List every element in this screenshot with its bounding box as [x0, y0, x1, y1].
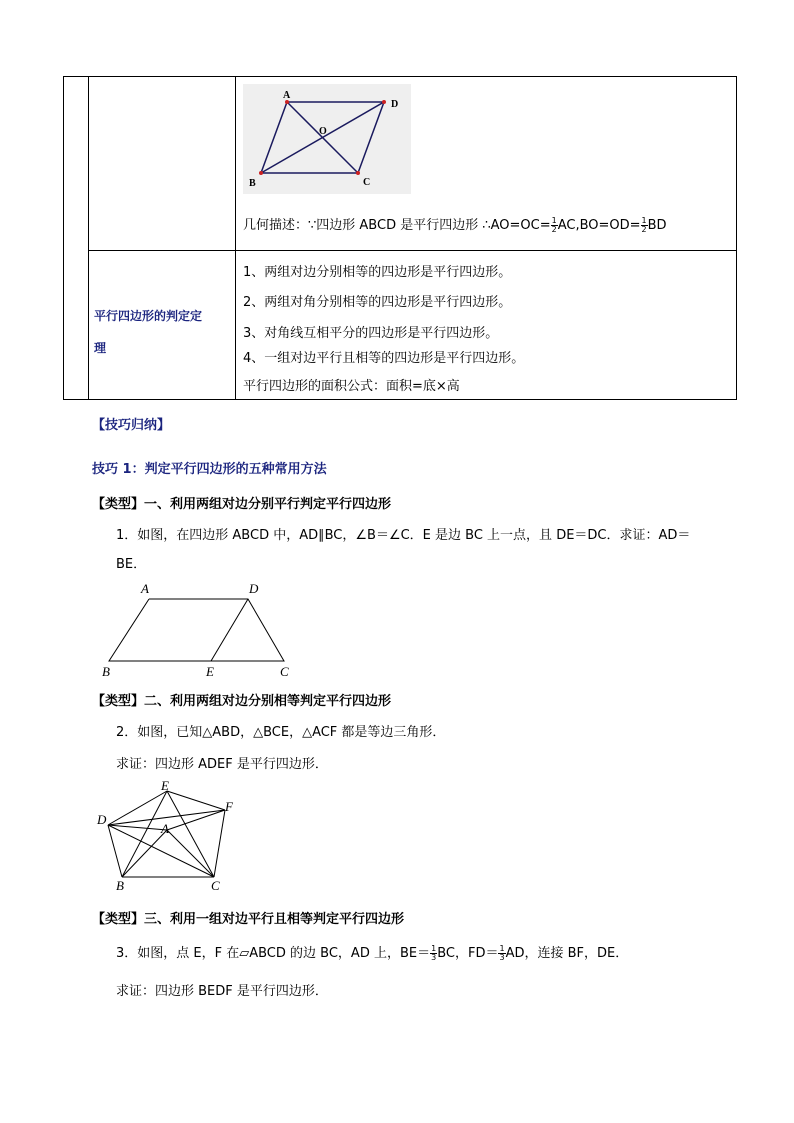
criterion-3: 3、对角线互相平分的四边形是平行四边形。	[243, 326, 499, 341]
figure-background	[243, 84, 411, 194]
vertex-b-dot	[259, 171, 263, 175]
type2-title: 【类型】二、利用两组对边分别相等判定平行四边形	[92, 694, 392, 709]
problem3-line1	[116, 942, 628, 962]
table-border-right	[736, 76, 737, 400]
vertex-c-dot	[356, 171, 360, 175]
geometry-desc-mid2: BD	[647, 218, 667, 233]
problem3-mid1: BC，FD＝	[437, 946, 499, 961]
segment-bd	[108, 825, 122, 877]
problem3-mid2: AD，连接 BF，DE．	[505, 946, 629, 961]
criteria-label-line2: 理	[94, 341, 107, 355]
skills-heading: 【技巧归纳】	[92, 418, 171, 433]
problem1-line2: BE．	[116, 557, 147, 572]
label-c: C	[280, 664, 289, 679]
segment-de	[211, 599, 248, 661]
criteria-label	[94, 300, 202, 364]
label-b: B	[102, 664, 110, 679]
label-b: B	[116, 878, 124, 893]
trapezoid-abcd	[109, 599, 284, 661]
geometry-desc-prefix: 几何描述：∵四边形 ABCD 是平行四边形 ∴AO=OC=	[243, 218, 551, 233]
frac-denominator: 3	[431, 953, 437, 962]
frac-denominator: 2	[551, 225, 557, 234]
label-c: C	[363, 177, 371, 188]
frac-denominator-2: 2	[641, 225, 647, 234]
frac-numerator-2: 1	[499, 944, 505, 953]
problem3-prefix: 3．如图，点 E，F 在▱ABCD 的边 BC，AD 上，BE＝	[116, 946, 431, 961]
segment-ac	[167, 830, 214, 877]
label-d: D	[249, 581, 259, 596]
segment-af	[167, 810, 225, 830]
problem1-line1: 1．如图，在四边形 ABCD 中，AD∥BC，∠B＝∠C．E 是边 BC 上一点，且 DE＝DC．求证：AD＝	[116, 528, 691, 543]
fraction-one-half	[551, 217, 558, 234]
criterion-1: 1、两组对边分别相等的四边形是平行四边形。	[243, 265, 512, 280]
frac-numerator-2: 1	[641, 216, 647, 225]
area-formula: 平行四边形的面积公式：面积=底×高	[243, 379, 460, 394]
type1-title: 【类型】一、利用两组对边分别平行判定平行四边形	[92, 497, 392, 512]
criterion-2: 2、两组对角分别相等的四边形是平行四边形。	[243, 295, 512, 310]
label-c: C	[211, 878, 220, 893]
segment-fc	[214, 810, 225, 877]
label-f: F	[225, 799, 233, 814]
geometry-description	[243, 214, 667, 234]
equilateral-triangles-figure	[94, 778, 244, 898]
geometry-desc-mid1: AC,BO=OD=	[557, 218, 641, 233]
criterion-4: 4、一组对边平行且相等的四边形是平行四边形。	[243, 351, 525, 366]
frac-numerator: 1	[431, 944, 437, 953]
label-b: B	[249, 178, 256, 189]
table-col-divider-2	[235, 76, 236, 400]
label-d: D	[97, 812, 107, 827]
label-d: D	[391, 99, 399, 110]
trapezoid-figure	[98, 578, 298, 680]
problem2-line2: 求证：四边形 ADEF 是平行四边形．	[116, 757, 328, 772]
table-border-top	[63, 76, 737, 77]
label-e: E	[206, 664, 214, 679]
fraction-one-half-2	[641, 217, 648, 234]
criteria-label-line1: 平行四边形的判定定	[94, 309, 203, 323]
segment-ab	[122, 830, 167, 877]
type3-title: 【类型】三、利用一组对边平行且相等判定平行四边形	[92, 912, 405, 927]
frac-numerator: 1	[551, 216, 557, 225]
table-border-left	[63, 76, 64, 400]
label-a: A	[283, 90, 291, 101]
table-border-bottom	[63, 399, 737, 400]
fraction-one-third-2	[498, 945, 505, 962]
vertex-d-dot	[382, 100, 386, 104]
label-o: O	[319, 126, 327, 137]
label-a: A	[141, 581, 149, 596]
label-a: A	[161, 821, 169, 836]
parallelogram-diagonals-figure	[243, 84, 411, 194]
frac-denominator-2: 3	[499, 953, 505, 962]
problem2-line1: 2．如图，已知△ABD，△BCE，△ACF 都是等边三角形．	[116, 725, 446, 740]
skill1-title: 技巧 1：判定平行四边形的五种常用方法	[92, 462, 327, 477]
table-row-divider	[88, 250, 737, 251]
table-col-divider-1	[88, 76, 89, 400]
label-e: E	[161, 778, 169, 793]
problem3-line2: 求证：四边形 BEDF 是平行四边形．	[116, 984, 328, 999]
